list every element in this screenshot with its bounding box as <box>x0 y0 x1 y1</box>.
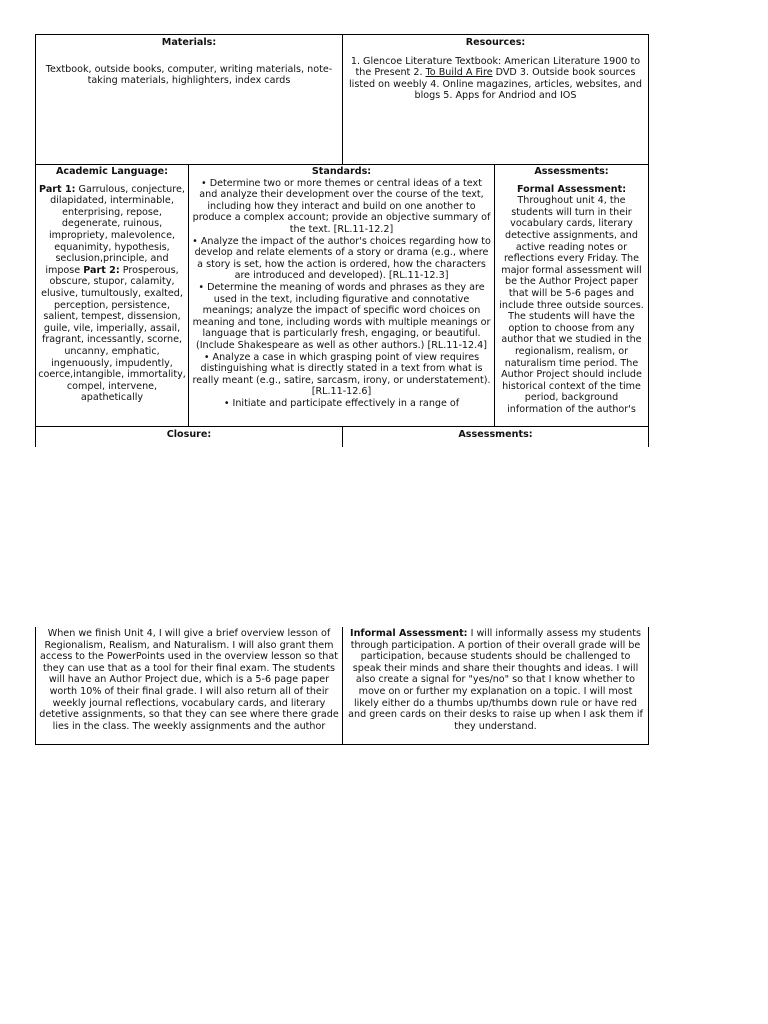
closure-header-cell <box>35 427 342 447</box>
part2-label: Part 2: <box>83 264 120 276</box>
standards-cell <box>189 165 495 427</box>
materials-cell <box>35 34 342 165</box>
standard-item: • Analyze the impact of the author's choices regarding how to develop and relate elements of a story or drama (e.g., where a story is set, how the action is ordered, how the characters are introduced and developed). [RL.11-12.3] <box>192 235 491 282</box>
formal-assessment-text: Throughout unit 4, the students will turn in their vocabulary cards, literary detective assignments, and active reading notes or reflections every Friday. The major formal assessment will be the Author Project paper that will be 5-6 pages and include three outside sources. The students will have the option to choose from any author that we studied in the regionalism, realism, or naturalism time period. The Author Project should include historical context of the time period, background information of the author's <box>499 195 644 415</box>
formal-assessment <box>498 184 645 416</box>
standards-list <box>191 178 492 410</box>
part2-words: Prosperous, obscure, stupor, calamity, elusive, tumultously, exalted, perception, persistence, salient, tempest, dissension, guile, vile, imperially, assail, fragrant, incessantly, scorne, uncanny, emphatic, ingenuously, impudently, coerce,intangible, immortality, compel, intervene, apathetically <box>38 264 186 404</box>
academic-language-body <box>38 184 186 404</box>
assessments-top-header: Assessments: <box>534 166 609 177</box>
materials-body: Textbook, outside books, computer, writing materials, note-taking materials, highlighters, index cards <box>45 63 333 87</box>
standard-item: • Determine two or more themes or central ideas of a text and analyze their development over the course of the text, including how they interact and build on one another to produce a complex account; provide an objective summary of the text. [RL.11-12.2] <box>192 177 491 235</box>
dvd-title: To Build A Fire <box>425 67 493 79</box>
informal-assessment-text: I will informally assess my students through participation. A portion of their overall grade will be participation, because students should be challenged to speak their minds and share their thoughts and ideas. I will also create a signal for "yes/no" so that I know whether to move on or further my explanation on a topic. I will most likely either do a thumbs up/thumbs down rule or have red and green cards on their desks to raise up when I ask them if they understand. <box>348 628 643 732</box>
informal-assessment-cell <box>342 627 649 745</box>
assessments-bottom-header: Assessments: <box>458 429 533 440</box>
closure-header: Closure: <box>166 429 212 440</box>
assessments-bottom-header-cell <box>342 427 649 447</box>
resources-text-2: DVD 3. Outside book sources listed on weebly 4. Online magazines, articles, websites, and blogs 5. Apps for Andriod and IOS <box>349 67 642 102</box>
closure-body: When we finish Unit 4, I will give a brief overview lesson of Regionalism, Realism, and Naturalism. I will also grant them access to the PowerPoints used in the overview lesson so that they can use that as a tool for their final exam. The students will have an Author Project due, which is a 5-6 page paper worth 10% of their final grade. I will also return all of their weekly journal reflections, vocabulary cards, and literary detetive assignments, so that they can see where there grade lies in the class. The weekly assignments and the author <box>39 628 339 732</box>
resources-header: Resources: <box>465 37 526 48</box>
part1-label: Part 1: <box>39 183 76 195</box>
standard-item: • Determine the meaning of words and phrases as they are used in the text, including figurative and connotative meanings; analyze the impact of specific word choices on meaning and tone, including words with multiple meanings or language that is particularly fresh, engaging, or beautiful. (Include Shakespeare as well as other authors.) [RL.11-12.4] <box>192 281 491 351</box>
part1-words: Garrulous, conjecture, dilapidated, interminable, enterprising, repose, degenerate, ruinous, impropriety, malevolence, equanimity, hypothesis, seclusion,principle, and impose <box>45 183 185 276</box>
standard-item: • Analyze a case in which grasping point of view requires distinguishing what is directly stated in a text from what is really meant (e.g., satire, sarcasm, irony, or understatement). [RL.11-12.6] <box>192 351 491 398</box>
informal-assessment-label: Informal Assessment: <box>350 628 468 639</box>
academic-language-header: Academic Language: <box>55 166 169 177</box>
resources-text-1: 1. Glencoe Literature Textbook: American Literature 1900 to the Present 2. <box>350 55 641 79</box>
closure-body-cell <box>35 627 342 745</box>
resources-body <box>346 56 645 102</box>
formal-assessment-label: Formal Assessment: <box>516 183 627 195</box>
materials-header: Materials: <box>161 37 217 48</box>
resources-cell <box>342 34 649 165</box>
standards-header: Standards: <box>311 166 372 177</box>
academic-language-cell <box>35 165 189 427</box>
informal-assessment <box>346 628 645 732</box>
standard-item: • Initiate and participate effectively in a range of <box>223 397 460 409</box>
assessments-top-cell <box>495 165 649 427</box>
